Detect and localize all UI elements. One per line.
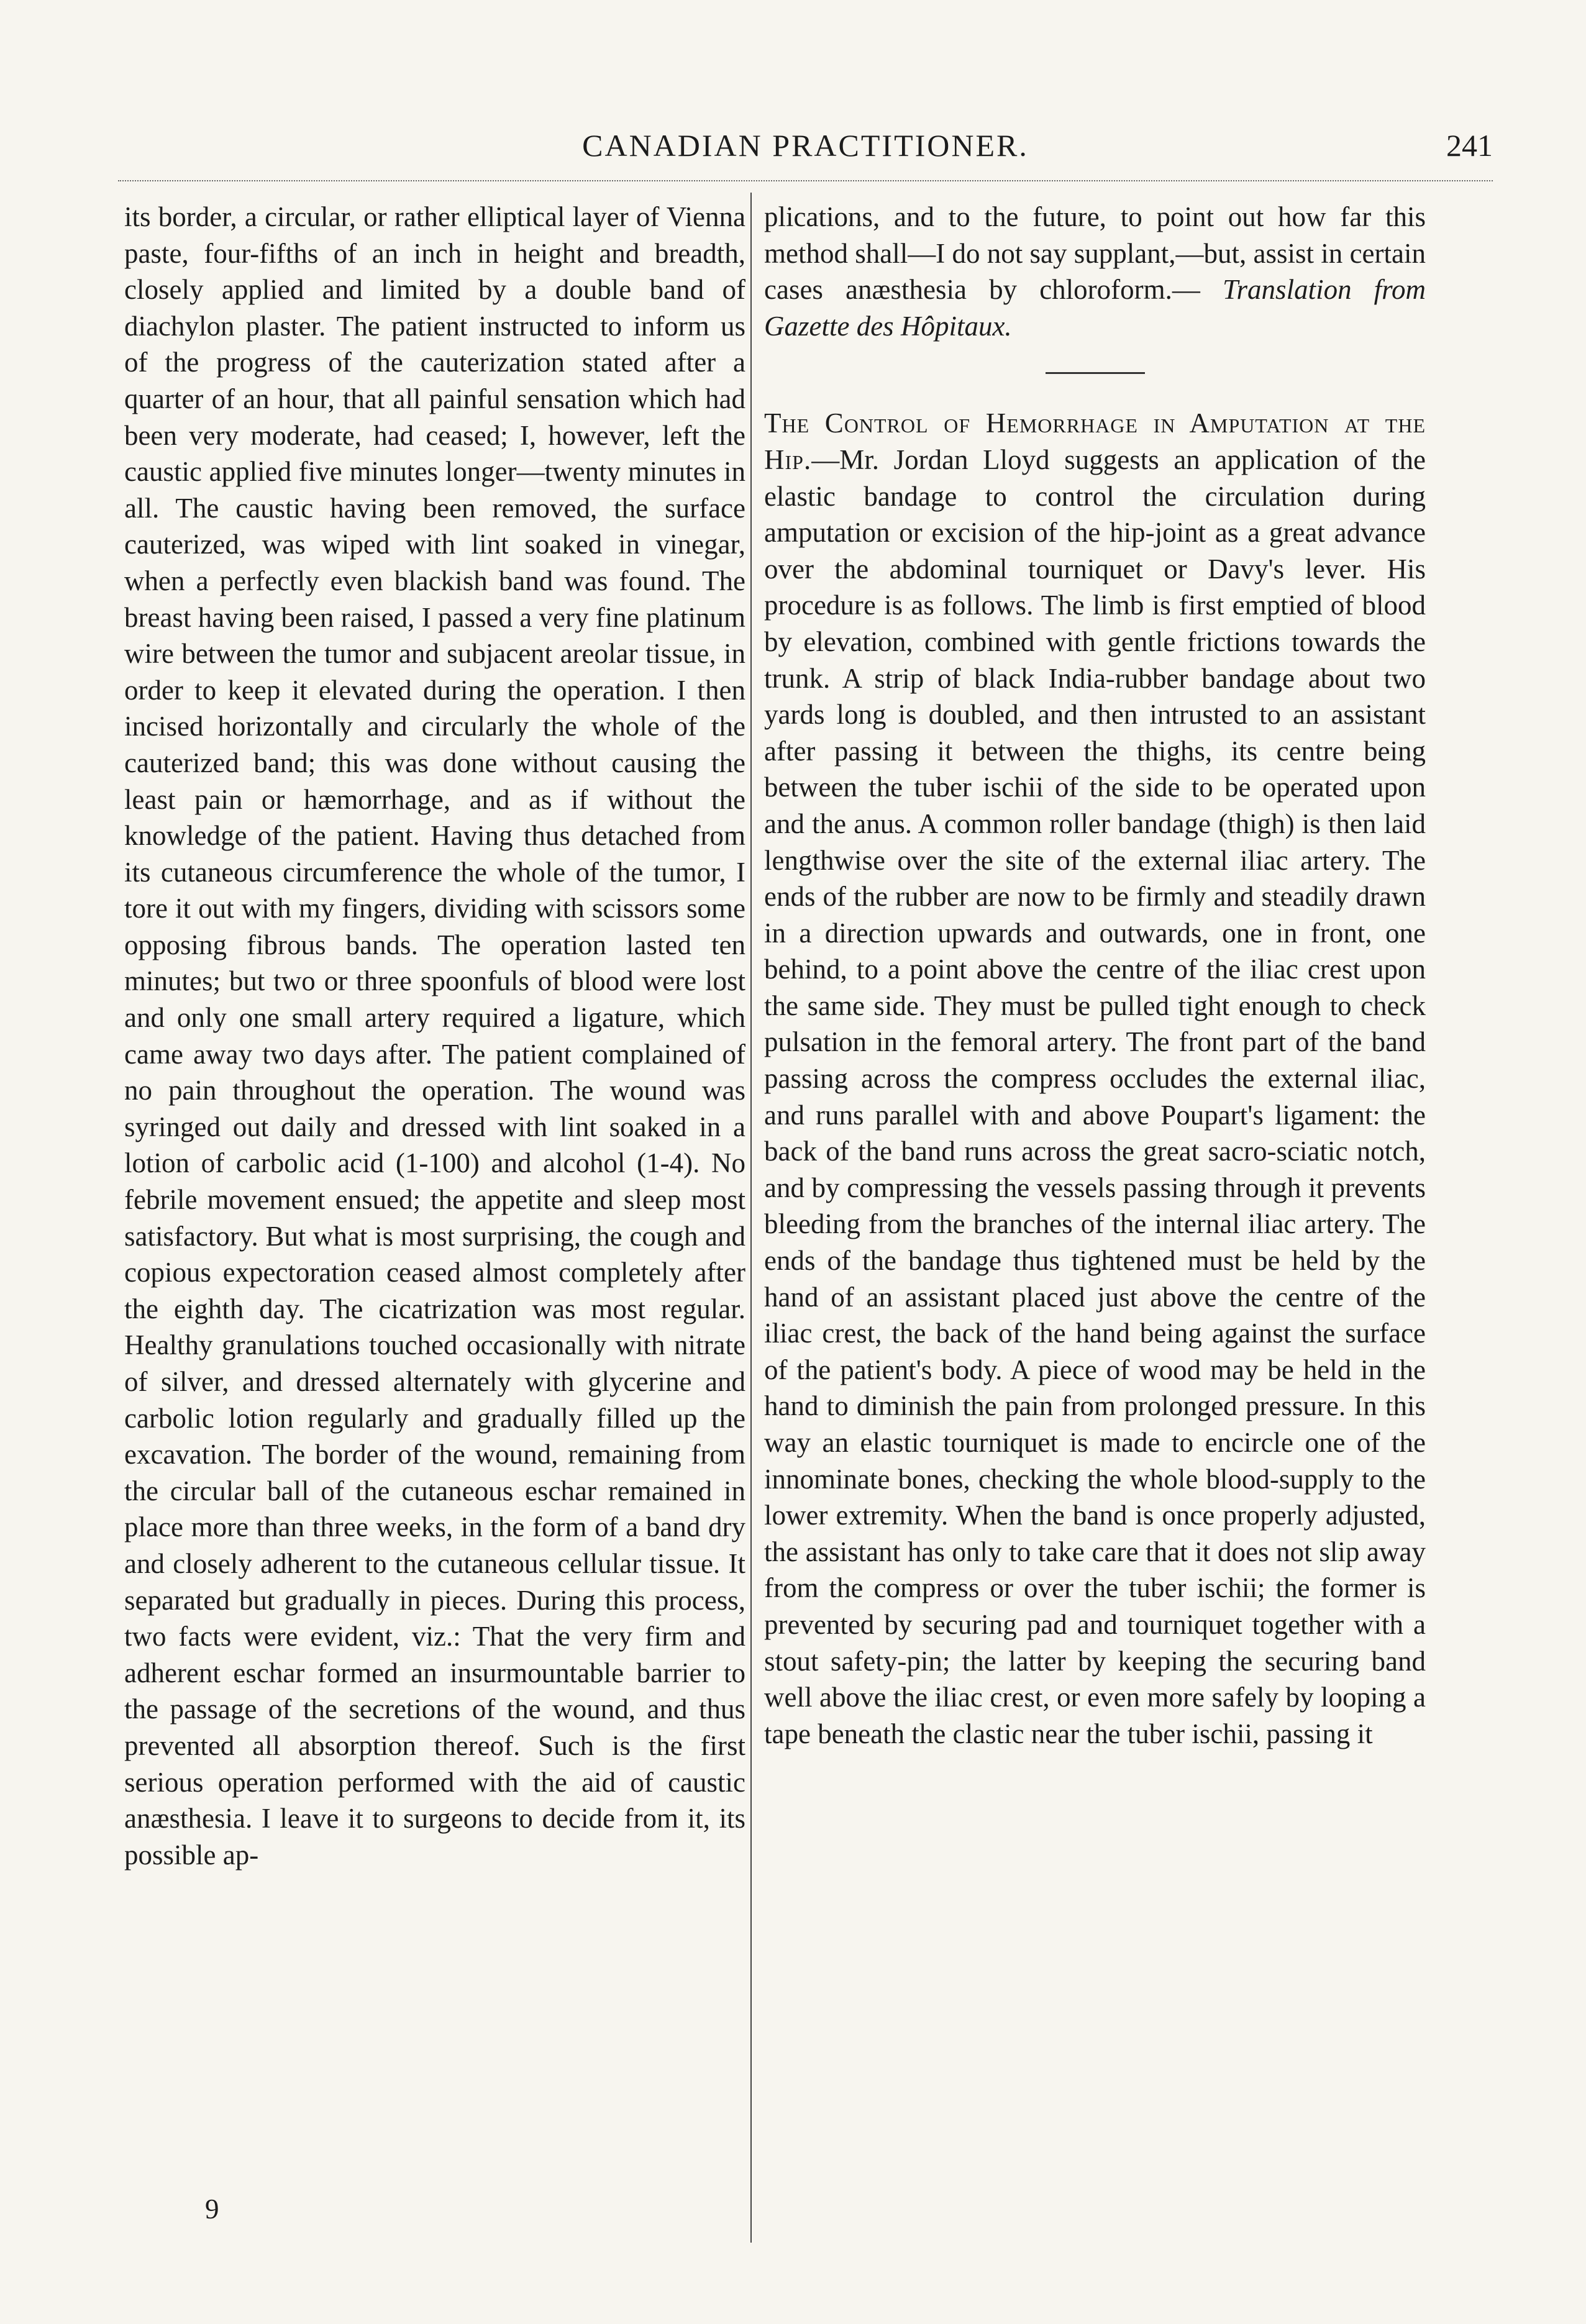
article-paragraph <box>764 405 1426 1752</box>
page-number: 241 <box>1446 128 1493 163</box>
section-title: The Control of Hemorrhage in Amputation at the Hip. <box>764 408 1426 475</box>
section-separator <box>1046 372 1145 374</box>
continuation-text: plications, and to the future, to point out how far this method shall—I do not say supplant,—but, assist in certain cases anæsthesia by chloroform.— <box>764 201 1426 306</box>
left-column <box>124 199 745 1873</box>
right-column <box>764 199 1426 1752</box>
signature-mark: 9 <box>205 2194 219 2225</box>
running-title: CANADIAN PRACTITIONER. <box>582 128 1029 163</box>
left-column-paragraph: its border, a circular, or rather elliptical layer of Vienna paste, four-fifths of an inch in height and breadth, closely applied and limited by a double band of diachylon plaster. The patient instructed to inform us of the progress of the cauterization stated after a quarter of an hour, that all painful sensation which had been very moderate, had ceased; I, however, left the caustic applied five minutes longer—twenty minutes in all. The caustic having been removed, the surface cauterized, was wiped with lint soaked in vinegar, when a perfectly even blackish band was found. The breast having been raised, I passed a very fine platinum wire between the tumor and subjacent areolar tissue, in order to keep it elevated during the operation. I then incised horizontally and circularly the whole of the cauterized band; this was done without causing the least pain or hæmorrhage, and as if without the knowledge of the patient. Having thus detached from its cutaneous circumference the whole of the tumor, I tore it out with my fingers, dividing with scissors some opposing fibrous bands. The operation lasted ten minutes; but two or three spoonfuls of blood were lost and only one small artery required a ligature, which came away two days after. The patient complained of no pain throughout the operation. The wound was syringed out daily and dressed with lint soaked in a lotion of carbolic acid (1-100) and alcohol (1-4). No febrile movement ensued; the appetite and sleep most satisfactory. But what is most surprising, the cough and copious expectoration ceased almost completely after the eighth day. The cicatrization was most regular. Healthy granulations touched occasionally with nitrate of silver, and dressed alternately with glycerine and carbolic lotion regularly and gradually filled up the excavation. The border of the wound, remaining from the circular ball of the cutaneous eschar remained in place more than three weeks, in the form of a band dry and closely adherent to the cutaneous cellular tissue. It separated but gradually in pieces. During this process, two facts were evident, viz.: That the very firm and adherent eschar formed an insurmountable barrier to the passage of the secretions of the wound, and thus prevented all absorption thereof. Such is the first serious operation performed with the aid of caustic anæsthesia. I leave it to surgeons to decide from it, its possible ap- <box>124 201 745 1871</box>
source-citation: Translation from Gazette des Hôpitaux. <box>764 274 1426 342</box>
section-body: —Mr. Jordan Lloyd suggests an application of the elastic bandage to control the circulation during amputation or excision of the hip-joint as a great advance over the abdominal tourniquet or Davy's lever. His procedure is as follows. The limb is first emptied of blood by elevation, combined with gentle frictions towards the trunk. A strip of black India-rubber bandage about two yards long is doubled, and then intrusted to an assistant after passing it between the thighs, its centre being between the tuber ischii of the side to be operated upon and the anus. A common roller bandage (thigh) is then laid lengthwise over the site of the external iliac artery. The ends of the rubber are now to be firmly and steadily drawn in a direction upwards and outwards, one in front, one behind, to a point above the centre of the iliac crest upon the same side. They must be pulled tight enough to check pulsation in the femoral artery. The front part of the band passing across the compress occludes the external iliac, and runs parallel with and above Poupart's ligament: the back of the band runs across the great sacro-sciatic notch, and by compressing the vessels passing through it prevents bleeding from the branches of the internal iliac artery. The ends of the bandage thus tightened must be held by the hand of an assistant placed just above the centre of the iliac crest, the back of the hand being against the surface of the patient's body. A piece of wood may be held in the hand to diminish the pain from prolonged pressure. In this way an elastic tourniquet is made to encircle one of the innominate bones, checking the whole blood-supply to the lower extremity. When the band is once properly adjusted, the assistant has only to take care that it does not slip away from the compress or over the tuber ischii; the former is prevented by securing pad and tourniquet together with a stout safety-pin; the latter by keeping the securing band well above the iliac crest, or even more safely by looping a tape beneath the clastic near the tuber ischii, passing it <box>764 444 1426 1749</box>
header-rule <box>118 180 1493 181</box>
running-head <box>118 127 1493 171</box>
column-divider <box>750 193 752 2243</box>
continuation-paragraph <box>764 199 1426 344</box>
